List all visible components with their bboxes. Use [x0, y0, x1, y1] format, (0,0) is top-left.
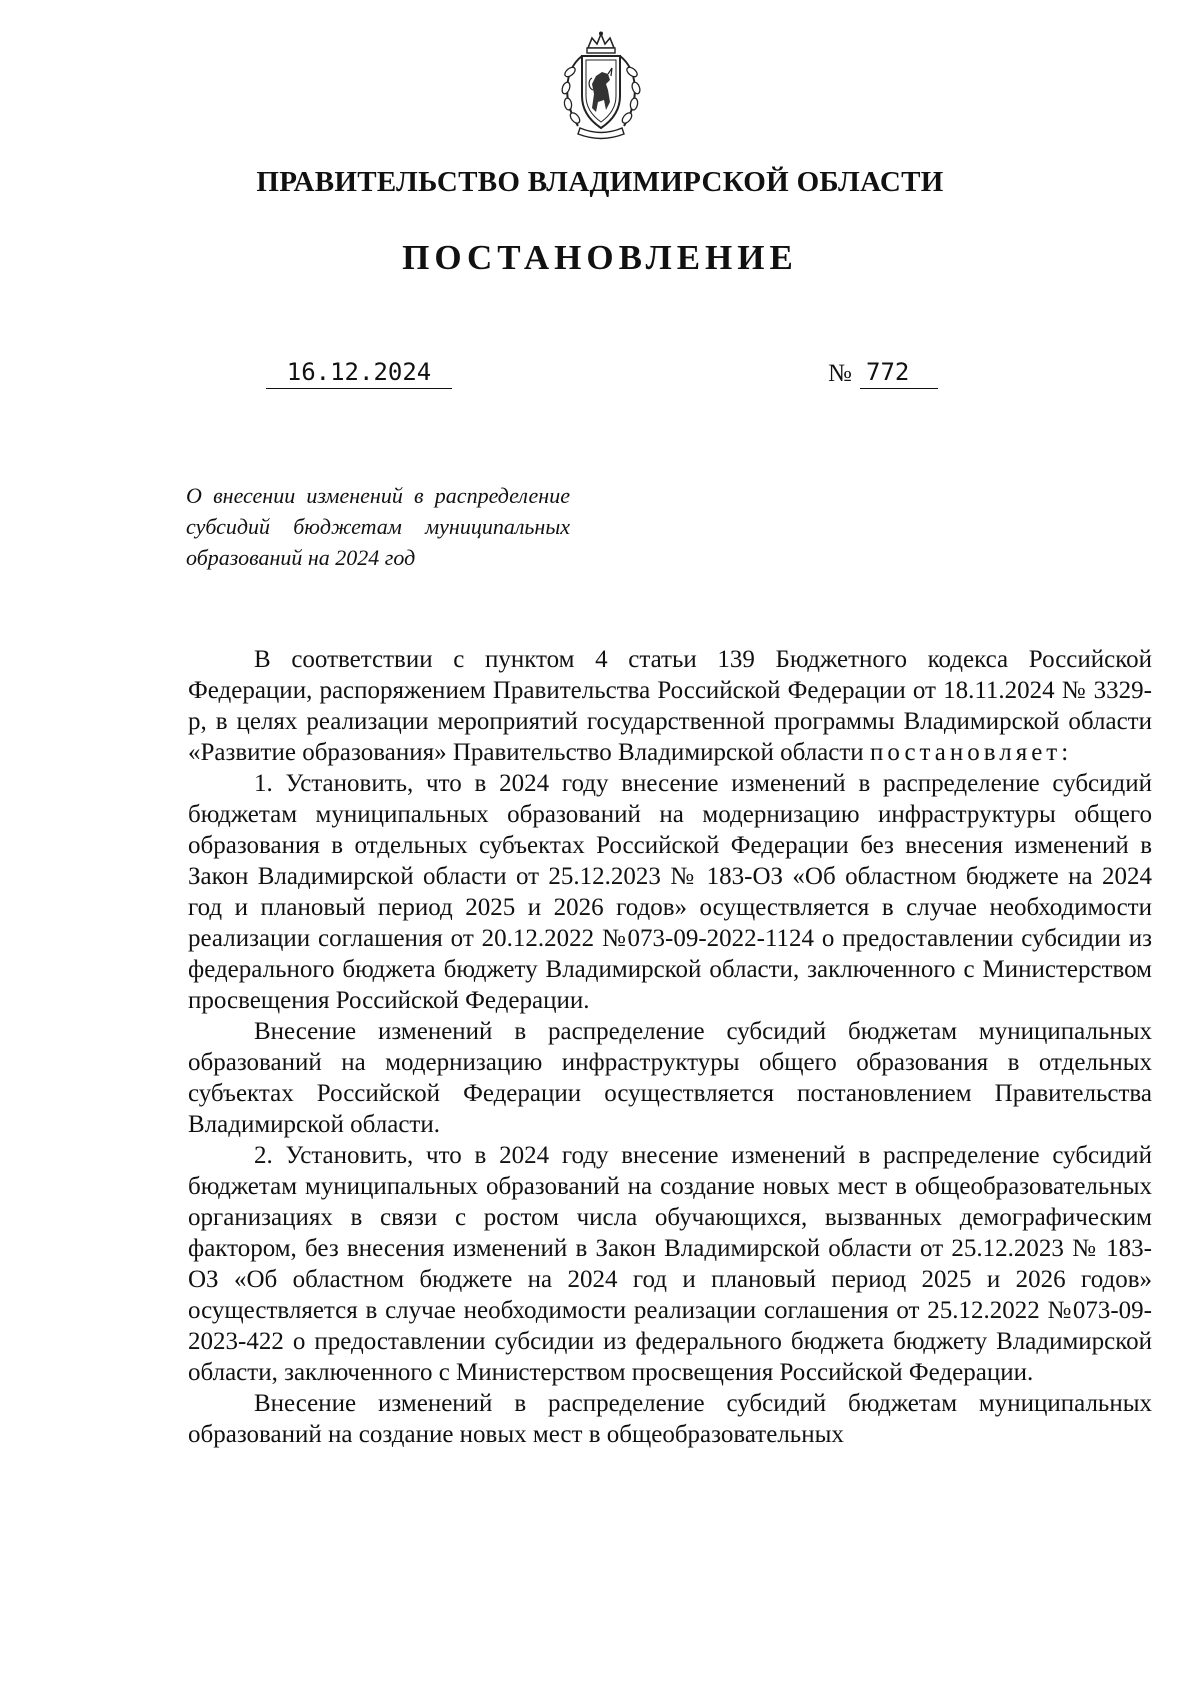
paragraph-item-2-note: Внесение изменений в распределение субсидий бюджетам муниципальных образований на создание новых мест в общеобразовательных [188, 1390, 1152, 1448]
coat-of-arms-icon [554, 30, 648, 140]
paragraph-item-1: 1. Установить, что в 2024 году внесение изменений в распределение субсидий бюджетам муниципальных образований на модернизацию инфраструктуры общего образования в отдельных субъектах Российской Федерации без внесения изменений в Закон Владимирской области от 25.12.2023 № 183-ОЗ «Об областном бюджете на 2024 год и плановый период 2025 и 2026 годов» осуществляется в случае необходимости реализации соглашения от 20.12.2022 №073-09-2022-1124 о предоставлении субсидии из федерального бюджета бюджету Владимирской области, заключенного с Министерством просвещения Российской Федерации. [188, 770, 1152, 1014]
document-date: 16.12.2024 [266, 358, 452, 389]
document-body [188, 644, 1152, 1450]
document-type-title: ПОСТАНОВЛЕНИЕ [402, 238, 798, 277]
paragraph-item-1-note: Внесение изменений в распределение субсидий бюджетам муниципальных образований на модернизацию инфраструктуры общего образования в отдельных субъектах Российской Федерации осуществляется постановлением Правительства Владимирской области. [188, 1018, 1152, 1138]
paragraph-item-2: 2. Установить, что в 2024 году внесение изменений в распределение субсидий бюджетам муниципальных образований на создание новых мест в общеобразовательных организациях в связи с ростом числа обучающихся, вызванных демографическим фактором, без внесения изменений в Закон Владимирской области от 25.12.2023 № 183-ОЗ «Об областном бюджете на 2024 год и плановый период 2025 и 2026 годов» осуществляется в случае необходимости реализации соглашения от 25.12.2022 №073-09-2023-422 о предоставлении субсидии из федерального бюджета бюджету Владимирской области, заключенного с Министерством просвещения Российской Федерации. [188, 1142, 1152, 1386]
number-label: № [828, 360, 852, 387]
preamble-verb: постановляет: [869, 739, 1073, 766]
paragraph-preamble [188, 644, 1152, 768]
preamble-text: В соответствии с пунктом 4 статьи 139 Бюджетного кодекса Российской Федерации, распоряжением Правительства Российской Федерации от 18.11.2024 № 3329-р, в целях реализации мероприятий государственной программы Владимирской области «Развитие образования» Правительство Владимирской области [188, 646, 1152, 766]
government-title: ПРАВИТЕЛЬСТВО ВЛАДИМИРСКОЙ ОБЛАСТИ [256, 166, 944, 198]
document-subject: О внесении изменений в распределение субсидий бюджетам муниципальных образований на 2024 год [186, 483, 570, 570]
document-number: 772 [860, 358, 938, 389]
